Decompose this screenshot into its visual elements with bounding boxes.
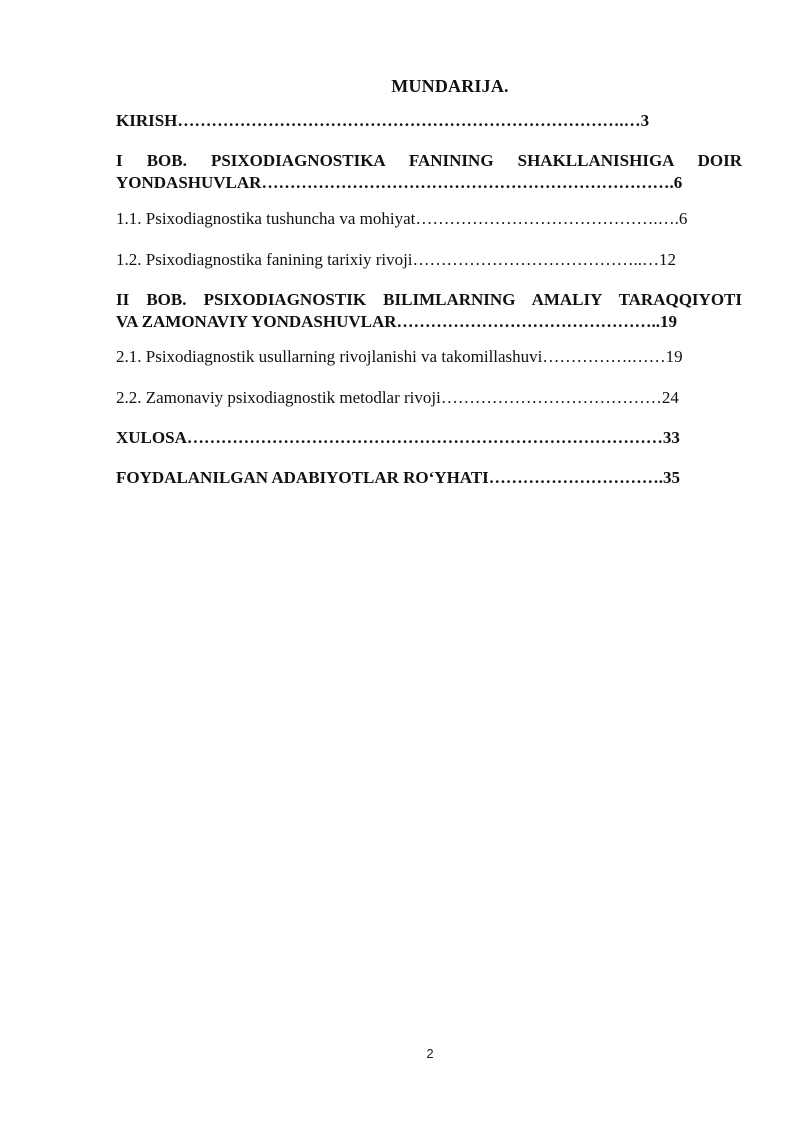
- page-title: MUNDARIJA.: [391, 76, 509, 96]
- toc-chapter-1-line-2: YONDASHUVLAR……………………………………………………………….6: [116, 173, 683, 192]
- toc-entry-kirish[interactable]: KIRISH…………………………………………………………………….…3: [116, 111, 650, 130]
- toc-entry-chapter-1[interactable]: [116, 150, 742, 194]
- toc-entry-adabiyotlar[interactable]: FOYDALANILGAN ADABIYOTLAR RO‘YHATI………………………….35: [116, 468, 681, 487]
- toc-entry-section-2-1[interactable]: 2.1. Psixodiagnostik usullarning rivojlanishi va takomillashuvi…………….……19: [116, 347, 683, 366]
- toc-chapter-1-line-1: I BOB. PSIXODIAGNOSTIKA FANINING SHAKLLANISHIGA DOIR: [116, 151, 742, 170]
- toc-chapter-2-line-1: II BOB. PSIXODIAGNOSTIK BILIMLARNING AMALIY TARAQQIYOTI: [116, 290, 742, 309]
- toc-chapter-2-line-2: VA ZAMONAVIY YONDASHUVLAR………………………………………..19: [116, 312, 678, 331]
- toc-entry-xulosa[interactable]: XULOSA…………………………………………………………………………33: [116, 428, 680, 447]
- page-number: 2: [426, 1046, 434, 1061]
- toc-entry-section-2-2[interactable]: 2.2. Zamonaviy psixodiagnostik metodlar rivoji…………………………………24: [116, 388, 679, 407]
- toc-entry-chapter-2[interactable]: [116, 289, 742, 333]
- toc-entry-section-1-1[interactable]: 1.1. Psixodiagnostika tushuncha va mohiyat…………………………………….….6: [116, 209, 688, 228]
- toc-entry-section-1-2[interactable]: 1.2. Psixodiagnostika fanining tarixiy rivoji…………………………………..…12: [116, 250, 677, 269]
